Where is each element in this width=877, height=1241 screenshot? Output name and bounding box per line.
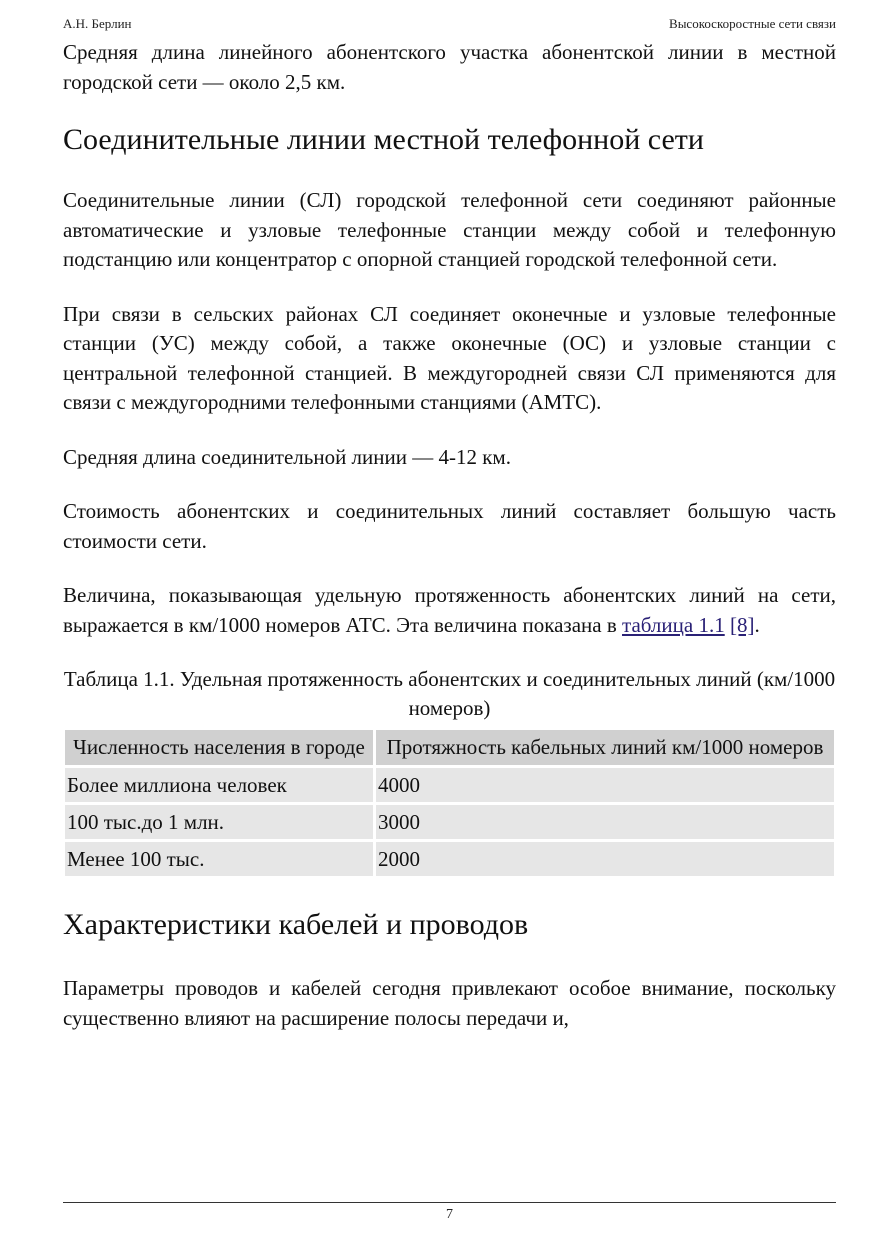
paragraph-trunk-lines-city: Соединительные линии (СЛ) городской телефонной сети соединяют районные автоматические и узловые телефонные станции между собой и телефонную подстанцию или концентратор с опорной станцией городской телефонной сети. <box>63 188 836 271</box>
running-header <box>63 16 836 32</box>
paragraph-trunk-line-length: Средняя длина соединительной линии — 4-12 км. <box>63 444 511 469</box>
table-header-population: Численность населения в городе <box>65 730 373 765</box>
section-heading-trunk-lines: Соединительные линии местной телефонной сети <box>63 123 704 156</box>
citation-link[interactable]: [8] <box>729 612 755 637</box>
table-header-cable-length: Протяжность кабельных линий км/1000 номеров <box>376 730 834 765</box>
paragraph-specific-length-text: Величина, показывающая удельную протяженность абонентских линий на сети, выражается в км/1000 номеров АТС. Эта величина показана в <box>63 583 836 637</box>
table-caption: Таблица 1.1. Удельная протяженность абонентских и соединительных линий (км/1000 номеров) <box>63 667 836 720</box>
page-number: 7 <box>446 1207 453 1222</box>
table-cell-population: 100 тыс.до 1 млн. <box>65 805 373 839</box>
paragraph-trunk-lines-rural: При связи в сельских районах СЛ соединяет оконечные и узловые телефонные станции (УС) между собой, а также оконечные (ОС) и узловые станции с центральной телефонной станцией. В междугородней связи СЛ применяются для связи с междугородними телефонными станциями (АМТС). <box>63 301 836 414</box>
paragraph-cable-parameters: Параметры проводов и кабелей сегодня привлекают особое внимание, поскольку существенно влияют на расширение полосы передачи и, <box>63 976 836 1030</box>
line-length-table <box>62 727 837 879</box>
paragraph-line-cost: Стоимость абонентских и соединительных линий составляет большую часть стоимости сети. <box>63 499 836 553</box>
header-author: А.Н. Берлин <box>63 16 132 31</box>
paragraph-end: . <box>754 612 760 637</box>
table-row <box>65 842 834 876</box>
table-cell-length: 2000 <box>376 842 834 876</box>
table-cell-population: Менее 100 тыс. <box>65 842 373 876</box>
table-cell-population: Более миллиона человек <box>65 768 373 802</box>
table-row <box>65 805 834 839</box>
page-footer <box>63 1202 836 1223</box>
table-cell-length: 3000 <box>376 805 834 839</box>
header-book-title: Высокоскоростные сети связи <box>669 16 836 31</box>
table-header-row <box>65 730 834 765</box>
paragraph-subscriber-line-length: Средняя длина линейного абонентского участка абонентской линии в местной городской сети — около 2,5 км. <box>63 40 836 94</box>
paragraph-specific-length <box>63 581 836 640</box>
section-heading-cable-characteristics: Характеристики кабелей и проводов <box>63 908 529 941</box>
table-row <box>65 768 834 802</box>
table-reference-link[interactable]: таблица 1.1 <box>622 612 725 637</box>
table-cell-length: 4000 <box>376 768 834 802</box>
page-content <box>63 38 836 1058</box>
